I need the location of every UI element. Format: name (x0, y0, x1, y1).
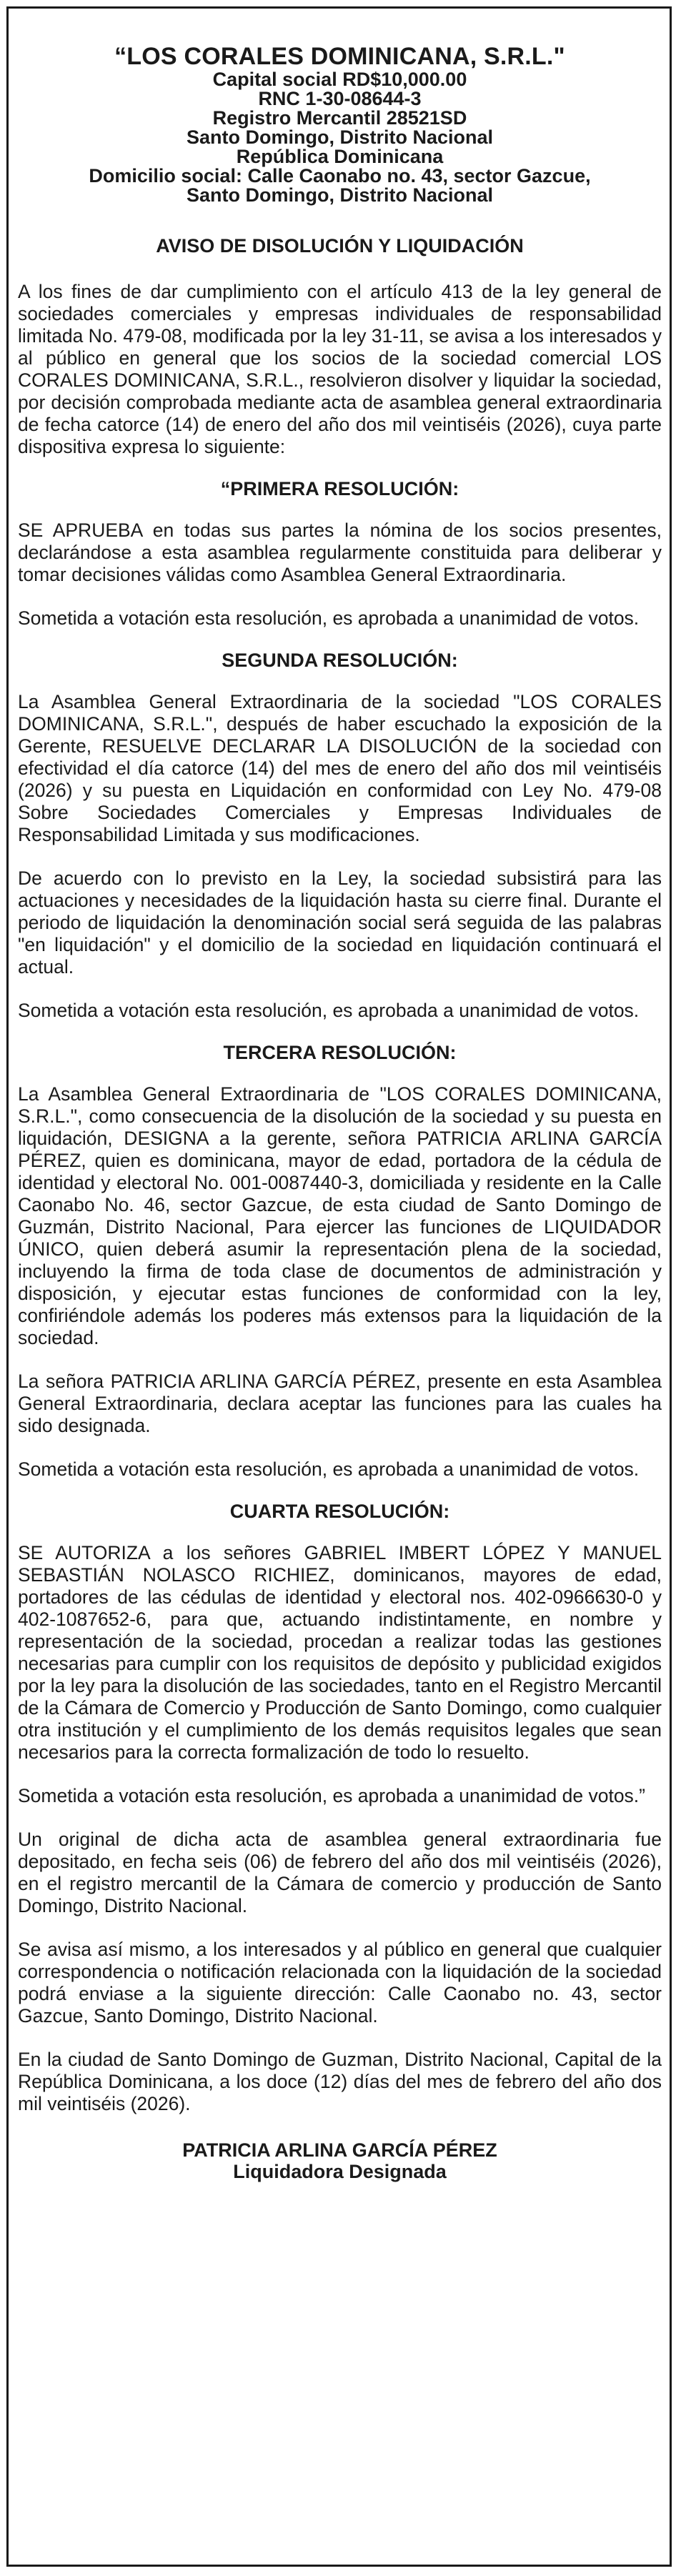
primera-resolucion-vote: Sometida a votación esta resolución, es aprobada a unanimidad de votos. (18, 607, 640, 629)
cuarta-resolucion-body: SE AUTORIZA a los señores GABRIEL IMBERT LÓPEZ Y MANUEL SEBASTIÁN NOLASCO RICHIEZ, dominicanos, mayores de edad, portadores de las cédulas de identidad y electoral nos. 402-0966630-0 y 402-1087652-6, para que, actuando indistintamente, en nombre y representación de la sociedad, procedan a realizar todas las gestiones necesarias para cumplir con los requisitos de depósito y publicidad exigidos por la ley para la disolución de las sociedades, tanto en el Registro Mercantil de la Cámara de Comercio y Producción de Santo Domingo, como cualquier otra institución y el cumplimiento de los demás requisitos legales que sean necesarios para la correcta formalización de todo lo resuelto. (18, 1542, 662, 1763)
registro-mercantil: Registro Mercantil 28521SD (212, 107, 467, 129)
signatory-name: PATRICIA ARLINA GARCÍA PÉREZ (182, 2139, 497, 2161)
tercera-resolucion-vote: Sometida a votación esta resolución, es aprobada a unanimidad de votos. (18, 1458, 640, 1480)
primera-resolucion-body: SE APRUEBA en todas sus partes la nómina de los socios presentes, declarándose a esta asamblea regularmente constituida para deliberar y tomar decisiones válidas como Asamblea General Extraordinaria. (18, 519, 662, 585)
city-line: Santo Domingo, Distrito Nacional (186, 126, 494, 148)
country-line: República Dominicana (236, 146, 444, 167)
segunda-resolucion-vote: Sometida a votación esta resolución, es aprobada a unanimidad de votos. (18, 1000, 640, 1021)
domicilio-line-2: Santo Domingo, Distrito Nacional (186, 184, 494, 206)
signatory-role: Liquidadora Designada (233, 2161, 447, 2182)
cuarta-resolucion-vote: Sometida a votación esta resolución, es aprobada a unanimidad de votos.” (18, 1785, 645, 1806)
primera-resolucion-title: “PRIMERA RESOLUCIÓN: (220, 478, 459, 499)
domicilio-line-1: Domicilio social: Calle Caonabo no. 43, sector Gazcue, (89, 165, 591, 187)
segunda-resolucion-body: La Asamblea General Extraordinaria de la sociedad "LOS CORALES DOMINICANA, S.R.L.", después de haber escuchado la exposición de la Gerente, RESUELVE DECLARAR LA DISOLUCIÓN de la sociedad con efectividad el día catorce (14) del mes de enero del año dos mil veintiséis (2026) y su puesta en Liquidación en conformidad con Ley No. 479-08 Sobre Sociedades Comerciales y Empresas Individuales de Responsabilidad Limitada y sus modificaciones. (18, 691, 662, 845)
intro-paragraph: A los fines de dar cumplimiento con el artículo 413 de la ley general de sociedades comerciales y empresas individuales de responsabilidad limitada No. 479-08, modificada por la ley 31-11, se avisa a los interesados y al público en general que los socios de la sociedad comercial LOS CORALES DOMINICANA, S.R.L., resolvieron disolver y liquidar la sociedad, por decisión comprobada mediante acta de asamblea general extraordinaria de fecha catorce (14) de enero del año dos mil veintiséis (2026), cuya parte dispositiva expresa lo siguiente: (18, 281, 662, 457)
legal-notice (18, 43, 662, 2182)
capital-social: Capital social RD$10,000.00 (212, 69, 467, 90)
cuarta-resolucion-title: CUARTA RESOLUCIÓN: (229, 1501, 450, 1522)
company-name: “LOS CORALES DOMINICANA, S.R.L." (114, 43, 565, 70)
place-date-paragraph: En la ciudad de Santo Domingo de Guzman, Distrito Nacional, Capital de la República Dominicana, a los doce (12) días del mes de febrero del año dos mil veintiséis (2026). (18, 2049, 662, 2114)
company-header (18, 43, 662, 205)
deposit-paragraph: Un original de dicha acta de asamblea general extraordinaria fue depositado, en fecha seis (06) de febrero del año dos mil veintiséis (2026), en el registro mercantil de la Cámara de comercio y producción de Santo Domingo, Distrito Nacional. (18, 1829, 662, 1916)
rnc-number: RNC 1-30-08644-3 (258, 88, 422, 109)
tercera-resolucion-title: TERCERA RESOLUCIÓN: (223, 1042, 457, 1063)
signature-block (18, 2139, 662, 2182)
segunda-resolucion-title: SEGUNDA RESOLUCIÓN: (222, 650, 458, 671)
tercera-resolucion-body-2: La señora PATRICIA ARLINA GARCÍA PÉREZ, presente en esta Asamblea General Extraordinaria, declara aceptar las funciones para las cuales ha sido designada. (18, 1371, 662, 1436)
tercera-resolucion-body: La Asamblea General Extraordinaria de "LOS CORALES DOMINICANA, S.R.L.", como consecuencia de la disolución de la sociedad y su puesta en liquidación, DESIGNA a la gerente, señora PATRICIA ARLINA GARCÍA PÉREZ, quien es dominicana, mayor de edad, portadora de la cédula de identidad y electoral No. 001-0087440-3, domiciliada y residente en la Calle Caonabo No. 46, sector Gazcue, de esta ciudad de Santo Domingo de Guzmán, Distrito Nacional, Para ejercer las funciones de LIQUIDADOR ÚNICO, quien deberá asumir la representación plena de la sociedad, incluyendo la firma de toda clase de documentos de administración y disposición, y ejecutar estas funciones de conformidad con la ley, confiriéndole además los poderes más extensos para la liquidación de la sociedad. (18, 1083, 662, 1348)
notice-title: AVISO DE DISOLUCIÓN Y LIQUIDACIÓN (156, 235, 524, 257)
segunda-resolucion-body-2: De acuerdo con lo previsto en la Ley, la sociedad subsistirá para las actuaciones y necesidades de la liquidación hasta su cierre final. Durante el periodo de liquidación la denominación social será seguida de las palabras "en liquidación" y el domicilio de la sociedad en liquidación continuará el actual. (18, 867, 662, 978)
correspondence-paragraph: Se avisa así mismo, a los interesados y al público en general que cualquier correspondencia o notificación relacionada con la liquidación de la sociedad podrá enviase a la siguiente dirección: Calle Caonabo no. 43, sector Gazcue, Santo Domingo, Distrito Nacional. (18, 1939, 662, 2027)
